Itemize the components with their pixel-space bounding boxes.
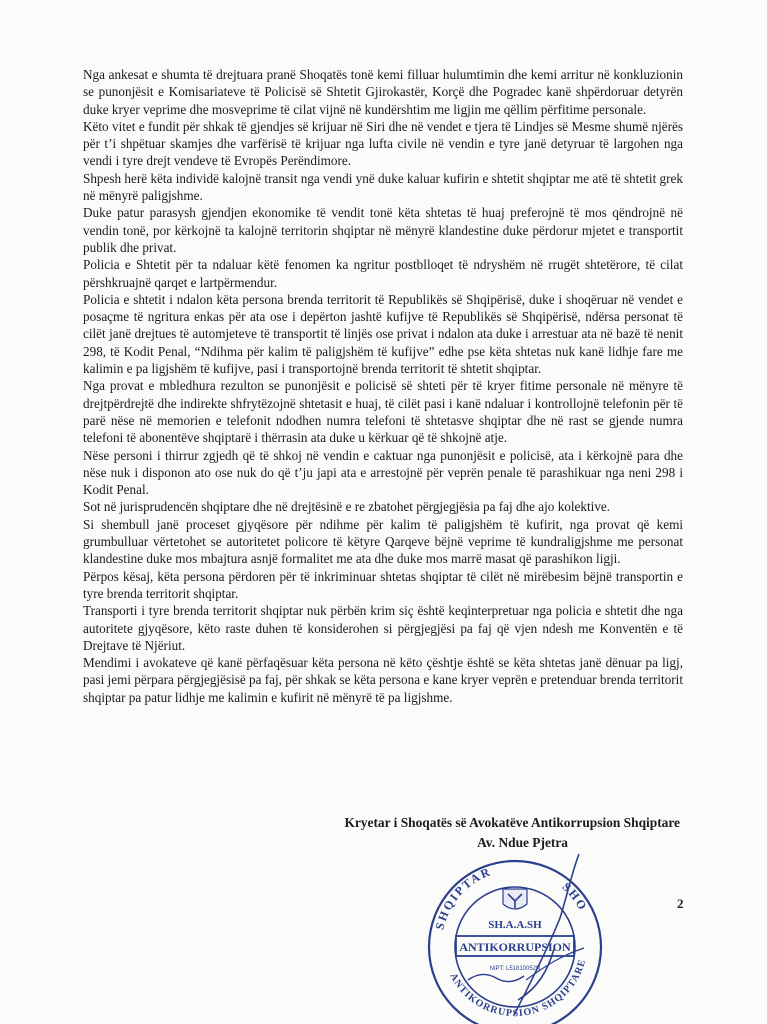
stamp-small-text: NIPT: L51810052N — [489, 966, 541, 972]
paragraph: Duke patur parasysh gjendjen ekonomike të vendit tonë këta shtetas të huaj preferojnë të mos qëndrojnë në vendin tonë, por kërkojnë ta kalojnë territorin shqiptar në mënyrë klandestine duke përdorur mjetet e transportit publik dhe privat. — [83, 205, 683, 255]
stamp-ornament — [468, 974, 524, 981]
paragraph: Shpesh herë këta individë kalojnë transit nga vendi ynë duke kaluar kufirin e shtetit shqiptar me atë të shtetit grek në mënyrë paligjshme. — [83, 170, 683, 204]
signatory-name: Av. Ndue Pjetra — [477, 835, 568, 850]
paragraph: Përpos kësaj, këta persona përdoren për të inkriminuar shtetas shqiptar të cilët në mirëbesim bëjnë transportin e tyre brenda territorit shqiptar. — [83, 568, 683, 601]
paragraph: Si shembull janë proceset gjyqësore për ndihme për kalim të paligjshëm të kufirit, nga provat që kemi grumbulluar vërtetohet se autoritetet policore të këtyre Qarqeve bëjnë veprime të kundraligjshme me personat klandestine duke mos mbajtura asnjë formalitet me ata dhe duke mos marrë masat që parashikon ligji. — [83, 516, 683, 567]
paragraph: Policia e Shtetit për ta ndaluar këtë fenomen ka ngritur postbllоqet të ndryshëm në rrugët shtetërore, të cilat përshkruajnë qarqet e lartpërmendur. — [83, 257, 683, 290]
stamp-band-text: ANTIKORRUPSION — [459, 940, 571, 954]
letter-body — [83, 66, 683, 706]
paragraph: Nëse personi i thirrur zgjedh që të shkoj në vendin e caktuar nga punonjësit e policisë, ata i kërkojnë para dhe nëse nuk i disponon ato ose nuk do që t’ju japi ata e arrestojnë për veprën penale të parashikuar nga neni 298 i Kodit Penal. — [83, 447, 683, 498]
stamp-inner-text: SH.A.A.SH — [488, 919, 542, 931]
svg-text:SHQIPTAR — [432, 864, 493, 931]
paragraph: Nga ankesat e shumta të drejtuara pranë Shoqatës tonë kemi filluar hulumtimin dhe kemi arritur në konkluzionin se punonjësit e Komisariateve të Policisë së Shtetit Gjirokastër, Korçë dhe Pogradec kanë shpërdoruar detyrën duke kryer veprime dhe mosveprime të cilat vijnë në kundërshtim me ligjin me qëllim përfitime personale. — [83, 67, 683, 117]
page-number: 2 — [677, 896, 684, 911]
paragraph: Sot në jurisprudencën shqiptare dhe në drejtësinë e re zbatohet përgjegjësia pa faj dhe ajo kolektive. — [83, 499, 611, 515]
signatory-title: Kryetar i Shoqatës së Avokatëve Antikorrupsion Shqiptare — [344, 815, 680, 830]
signature-block — [240, 813, 680, 853]
paragraph: Nga provat e mbledhura rezulton se punonjësit e policisë së shteti për të kryer fitime personale në mënyre të drejtpërdrejtë dhe indirekte shfrytëzojnë shtetasit e huaj, të cilët pasi i kanë ndaluar i kontrollojnë telefonin për të parë nëse në memorien e telefonit ndodhen numra telefoni të shtetasve shqiptar dhe në rast se gjende numra telefoni të abonentëve shqiptarë i thërrasin ata duke u kërkuar që të shkojnë atje. — [83, 378, 683, 446]
stamp-outer-text-top: SHQIPTAR — [432, 864, 494, 932]
stamp-outer-text-bottom: ANTIKORRUPSION SHQIPTARE — [447, 957, 589, 1020]
paragraph: Policia e shtetit i ndalon këta persona brenda territorit të Republikës së Shqipërisë, duke i shoqëruar në vendet e posaçme të ngritura enkas për ata ose i depërton jashtë kufijve të Republikës së Shqipërisë, ndërsa personat të cilët janë drejtues të automjeteve të transportit të linjës ose privat i ndalon ata duke i arrestuar ata në bazë të nenit 298, të Kodit Penal, “Ndihma për kalim të paligjshëm të kufijve” edhe pse këta shtetas nuk kanë lidhje fare me kalimin e pa ligjshëm të kufijve, pasi i transportojnë brenda territorit të shtetit shqiptar. — [83, 291, 683, 377]
stamp-outer-text-right: SHO — [559, 879, 591, 914]
paragraph: Këto vitet e fundit për shkak të gjendjes së krijuar në Siri dhe në vendet e tjera të Lindjes së Mesme shumë njërës për t’i shpëtuar skamjes dhe varfërisë të krijuar nga lufta civile në vendin e tyre janë detyruar të largohen nga vendi i tyre drejt vendeve të Evropës Perëndimore. — [83, 118, 683, 169]
paragraph: Mendimi i avokateve që kanë përfaqësuar këta persona në këto çështje është se këta shtetas janë dënuar pa ligj, pasi jemi përpara përgjegjësisë pa faj, për shkak se këta persona e kane kryer veprën e pretenduar brenda territorit shqiptar pa patur lidhje me kalimin e kufirit në mënyrë të pa ligjshme. — [83, 655, 683, 705]
eagle-emblem-icon — [503, 889, 527, 909]
association-stamp — [420, 852, 610, 1024]
paragraph: Transporti i tyre brenda territorit shqiptar nuk përbën krim siç është keqinterpretuar nga policia e shtetit dhe nga autoritete gjyqësore, këto raste duhen të konsiderohen si përgjegjësi pa faj që vjen ndesh me Konventën e të Drejtave të Njëriut. — [83, 603, 683, 653]
